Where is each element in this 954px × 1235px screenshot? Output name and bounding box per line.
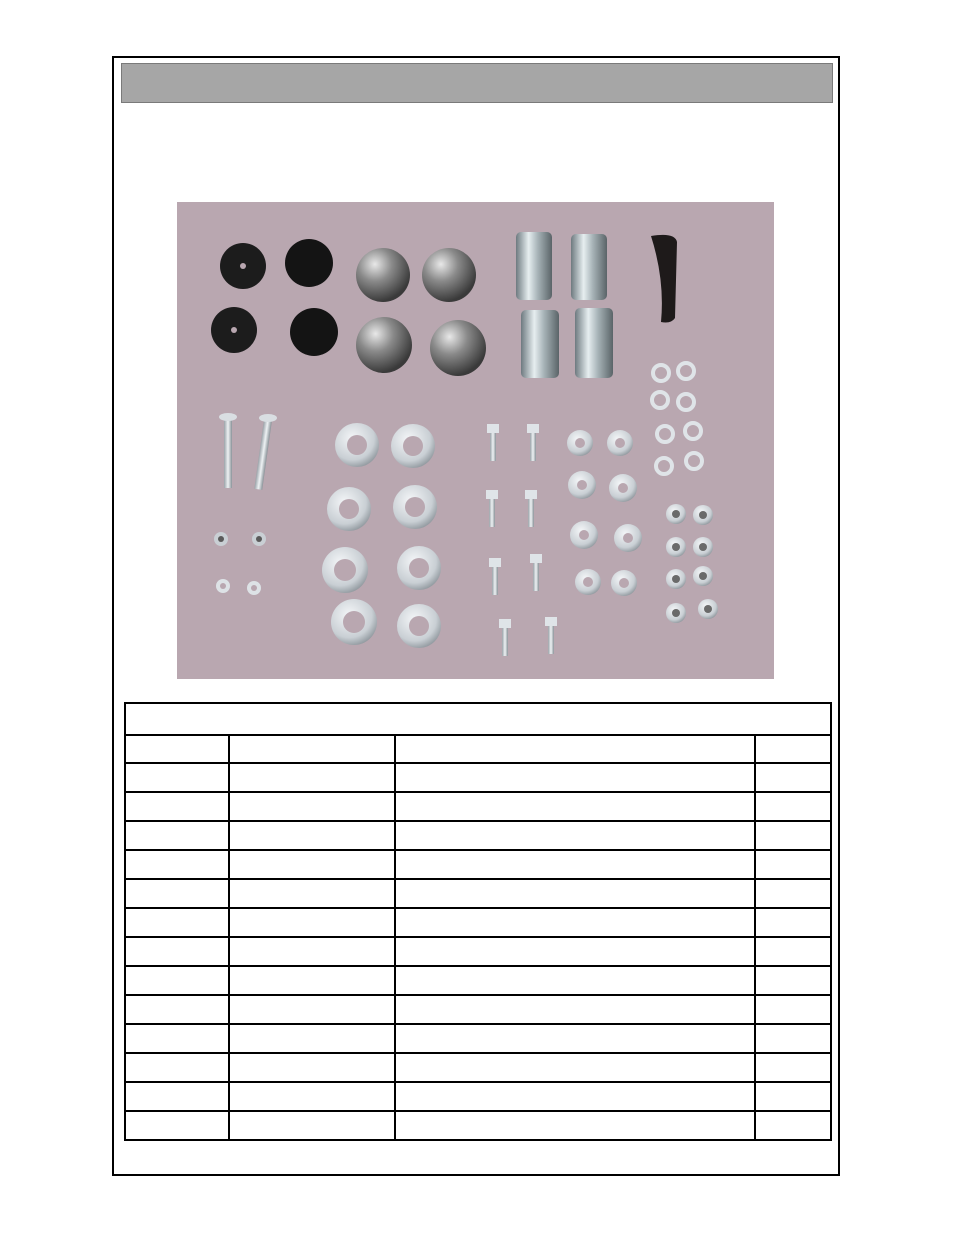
table-cell: [125, 1053, 229, 1082]
table-cell: [229, 995, 395, 1024]
table-cell: [229, 763, 395, 792]
table-cell: [229, 821, 395, 850]
table-header-row: [125, 735, 831, 763]
table-cell: [395, 821, 755, 850]
table-cell: [125, 1111, 229, 1140]
column-header: [395, 735, 755, 763]
table-cell: [125, 966, 229, 995]
table-cell: [125, 1082, 229, 1111]
column-header: [755, 735, 831, 763]
table-cell: [229, 792, 395, 821]
table-cell: [755, 763, 831, 792]
table-row: [125, 763, 831, 792]
table-cell: [125, 763, 229, 792]
column-header: [125, 735, 229, 763]
table-cell: [755, 1111, 831, 1140]
table-cell: [229, 1024, 395, 1053]
table-cell: [125, 995, 229, 1024]
table-cell: [125, 908, 229, 937]
table-cell: [755, 1053, 831, 1082]
table-cell: [395, 879, 755, 908]
table-cell: [125, 850, 229, 879]
table-cell: [755, 908, 831, 937]
table-row: [125, 879, 831, 908]
table-cell: [125, 1024, 229, 1053]
table-cell: [125, 879, 229, 908]
table-cell: [395, 763, 755, 792]
table-cell: [755, 792, 831, 821]
table-cell: [229, 908, 395, 937]
table-cell: [755, 879, 831, 908]
table-cell: [229, 1053, 395, 1082]
hardware-kit-photo: [177, 202, 774, 679]
table-cell: [229, 850, 395, 879]
table-row: [125, 995, 831, 1024]
table-cell: [395, 966, 755, 995]
table-cell: [125, 821, 229, 850]
table-cell: [755, 821, 831, 850]
table-row: [125, 1053, 831, 1082]
table-row: [125, 792, 831, 821]
table-row: [125, 1082, 831, 1111]
table-cell: [125, 792, 229, 821]
section-header-bar: [121, 63, 833, 103]
table-row: [125, 1024, 831, 1053]
table-cell: [755, 1024, 831, 1053]
table-row: [125, 966, 831, 995]
table-cell: [395, 908, 755, 937]
table-cell: [755, 995, 831, 1024]
table-cell: [755, 937, 831, 966]
table-cell: [125, 937, 229, 966]
table-cell: [755, 850, 831, 879]
table-row: [125, 937, 831, 966]
table-cell: [395, 1024, 755, 1053]
table-row: [125, 1111, 831, 1140]
table-cell: [229, 1111, 395, 1140]
table-cell: [395, 850, 755, 879]
table-cell: [395, 1111, 755, 1140]
table-cell: [755, 1082, 831, 1111]
table-title-row: [125, 703, 831, 735]
column-header: [229, 735, 395, 763]
table-cell: [395, 995, 755, 1024]
table-cell: [229, 966, 395, 995]
table-cell: [395, 1082, 755, 1111]
table-row: [125, 908, 831, 937]
table-cell: [755, 966, 831, 995]
table-cell: [395, 1053, 755, 1082]
table-cell: [395, 792, 755, 821]
table-cell: [229, 1082, 395, 1111]
table-row: [125, 850, 831, 879]
table-title: [125, 703, 831, 735]
table-cell: [229, 879, 395, 908]
parts-table: [124, 702, 832, 1141]
table-cell: [229, 937, 395, 966]
table-row: [125, 821, 831, 850]
table-cell: [395, 937, 755, 966]
